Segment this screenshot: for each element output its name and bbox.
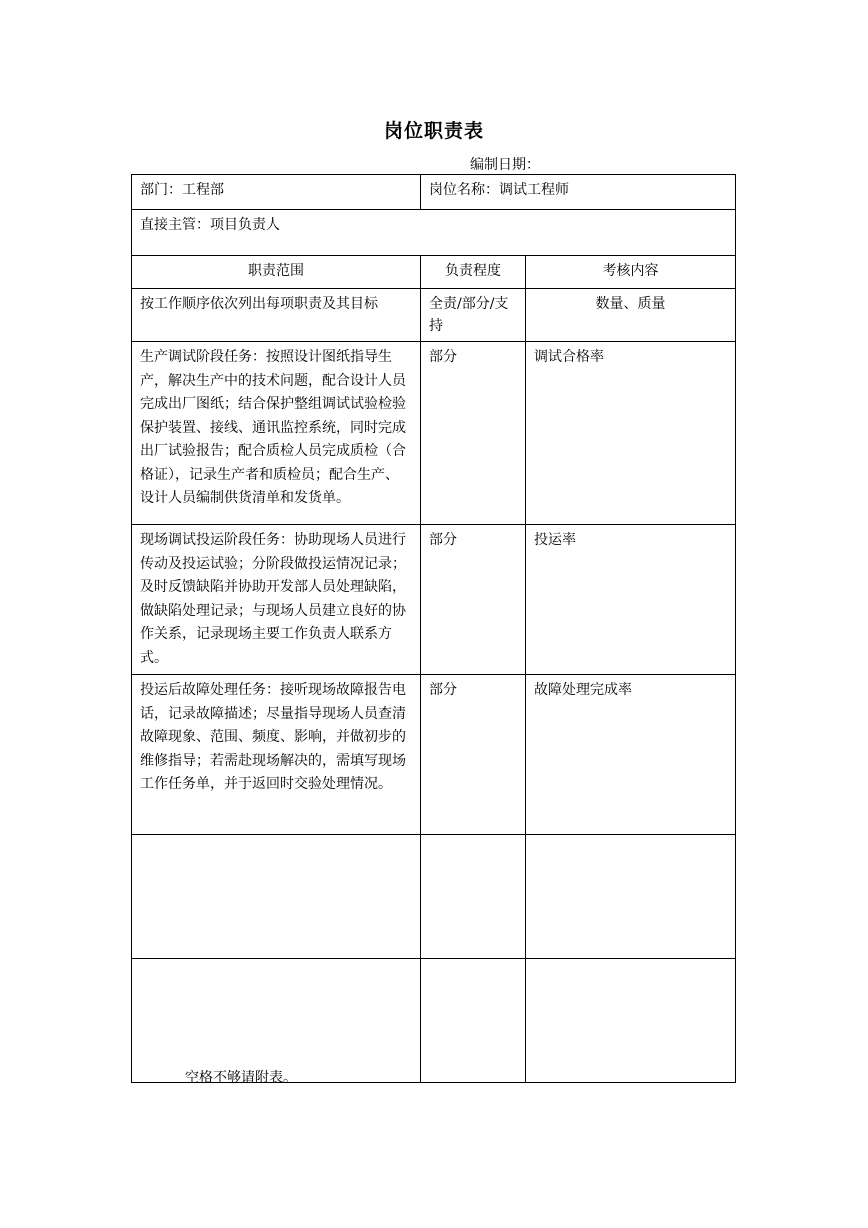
- page-title: 岗位职责表: [383, 120, 484, 142]
- empty-cell: [526, 959, 736, 1083]
- table-row: [132, 675, 736, 835]
- empty-cell: [132, 835, 421, 959]
- supervisor-cell: 直接主管：项目负责人: [132, 210, 736, 256]
- empty-cell: [421, 959, 526, 1083]
- department-cell: 部门：工程部: [132, 175, 421, 210]
- duty-assessment: 故障处理完成率: [526, 675, 736, 835]
- subheader-degree: 全责/部分/支持: [421, 289, 526, 342]
- subheader-scope: 按工作顺序依次列出每项职责及其目标: [132, 289, 421, 342]
- position-name-cell: 岗位名称：调试工程师: [421, 175, 736, 210]
- table-row: [132, 525, 736, 675]
- empty-cell: [421, 835, 526, 959]
- footer-note: 空格不够请附表。: [185, 1070, 297, 1086]
- empty-cell: [526, 835, 736, 959]
- duty-assessment: 投运率: [526, 525, 736, 675]
- subheader-assessment: 数量、质量: [526, 289, 736, 342]
- duty-degree: 部分: [421, 342, 526, 525]
- duty-scope: 现场调试投运阶段任务：协助现场人员进行传动及投运试验；分阶段做投运情况记录；及时反馈缺陷并协助开发部人员处理缺陷，做缺陷处理记录；与现场人员建立良好的协作关系，记录现场主要工作负责人联系方式。: [132, 525, 421, 675]
- duty-degree: 部分: [421, 525, 526, 675]
- header-degree: 负责程度: [421, 256, 526, 289]
- header-scope: 职责范围: [132, 256, 421, 289]
- header-assessment: 考核内容: [526, 256, 736, 289]
- duty-scope: 投运后故障处理任务：接听现场故障报告电话，记录故障描述；尽量指导现场人员查清故障现象、范围、频度、影响，并做初步的维修指导；若需赴现场解决的，需填写现场工作任务单，并于返回时交验处理情况。: [132, 675, 421, 835]
- empty-row: [132, 835, 736, 959]
- duty-assessment: 调试合格率: [526, 342, 736, 525]
- duty-table: [131, 174, 736, 1083]
- empty-row: [132, 959, 736, 1083]
- duty-degree: 部分: [421, 675, 526, 835]
- empty-cell: [132, 959, 421, 1083]
- compile-date-label: 编制日期：: [470, 157, 540, 173]
- duty-scope: 生产调试阶段任务：按照设计图纸指导生产，解决生产中的技术问题，配合设计人员完成出厂图纸；结合保护整组调试试验检验保护装置、接线、通讯监控系统，同时完成出厂试验报告；配合质检人员完成质检（合格证），记录生产者和质检员；配合生产、设计人员编制供货清单和发货单。: [132, 342, 421, 525]
- table-row: [132, 342, 736, 525]
